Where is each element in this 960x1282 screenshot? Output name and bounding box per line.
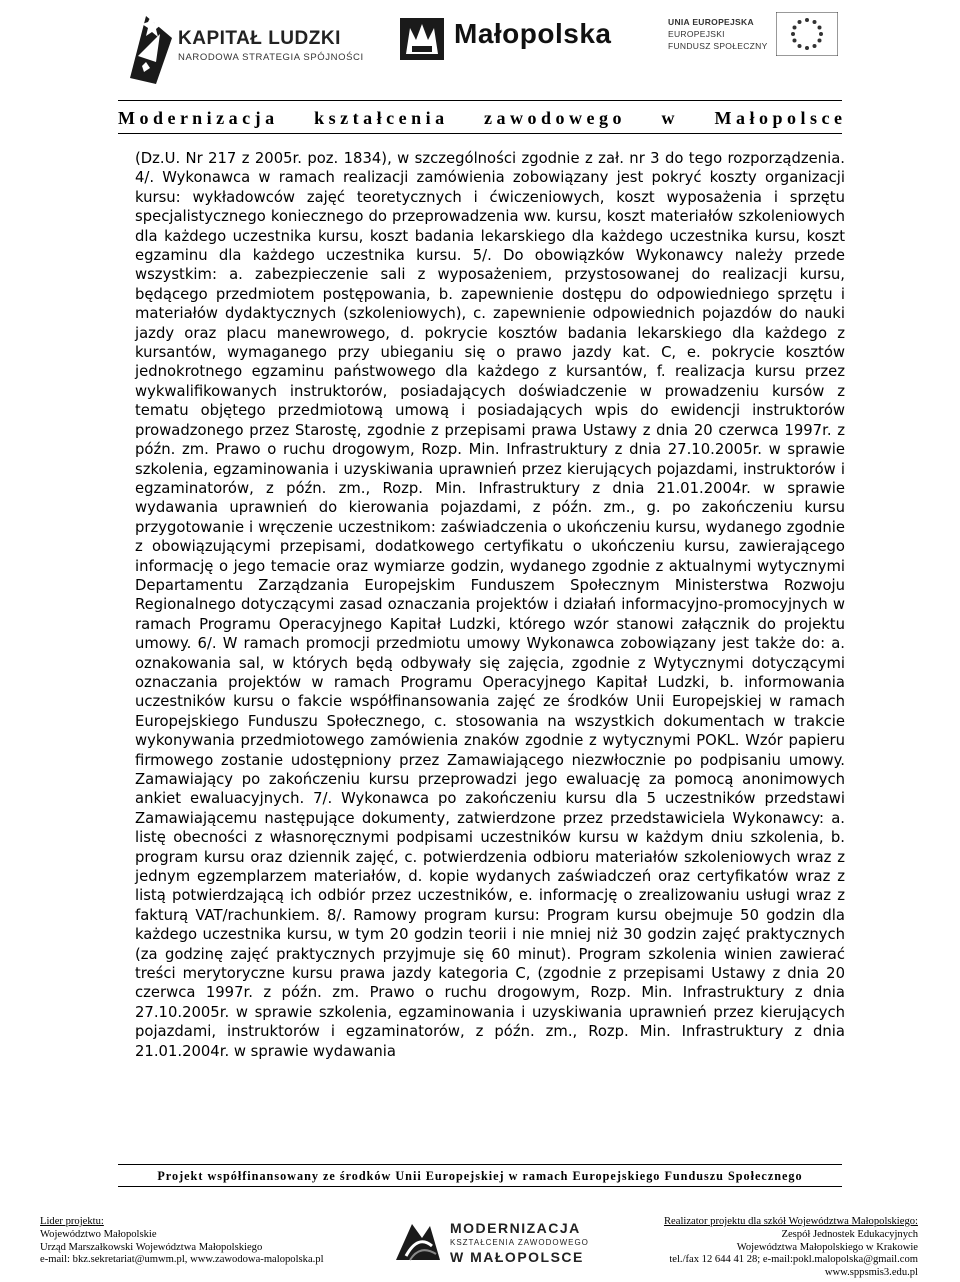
malopolska-title: Małopolska	[454, 18, 612, 49]
project-leader-line-3: e-mail: bkz.sekretariat@umwm.pl, www.zawodowa-malopolska.pl	[40, 1254, 324, 1266]
modernizacja-logo	[392, 1216, 589, 1272]
header-logos	[0, 0, 960, 100]
malopolska-logo	[398, 16, 628, 66]
project-executor-label: Realizator projektu dla szkół Województwa Małopolskiego:	[663, 1216, 918, 1227]
footer-project-leader	[40, 1216, 324, 1267]
eu-line-3: FUNDUSZ SPOŁECZNY	[668, 41, 768, 51]
project-executor-line-2: Województwa Małopolskiego w Krakowie	[736, 1241, 918, 1253]
header-rule-top	[118, 100, 842, 101]
kapital-ludzki-emblem-icon	[126, 8, 176, 88]
header-rule-bottom	[118, 133, 842, 134]
project-title-word: M a ł o p o l s c e	[714, 108, 842, 128]
eu-flag-icon	[776, 12, 838, 56]
eu-logo	[668, 10, 836, 70]
kapital-ludzki-logo	[126, 8, 364, 88]
cofinance-statement: Projekt współfinansowany ze środków Unii Europejskiej w ramach Europejskiego Funduszu Społecznego	[157, 1169, 803, 1183]
footer-rule-top	[118, 1164, 842, 1165]
footer-rule-bottom	[118, 1186, 842, 1187]
modernizacja-line-3: W MAŁOPOLSCE	[450, 1249, 584, 1265]
project-executor-line-3: tel./fax 12 644 41 28; e-mail:pokl.malopolska@gmail.com	[669, 1254, 918, 1266]
project-executor-line-1: Zespół Jednostek Edukacyjnych	[781, 1228, 918, 1240]
project-title-word: k s z t a ł c e n i a	[314, 108, 445, 128]
document-body-text: (Dz.U. Nr 217 z 2005r. poz. 1834), w szczególności zgodnie z zał. nr 3 do tego rozporządzenia. 4/. Wykonawca w ramach realizacji zamówienia zobowiązany jest pokryć koszty organizacji kursu: wykładowców zajęć teoretycznych i ćwiczeniowych, koszt wyposażenia i sprzętu specjalistycznego koniecznego do przeprowadzenia ww. kursu, koszt materiałów szkoleniowych dla każdego uczestnika kursu, koszt badania lekarskiego dla każdego uczestnika kursu, koszt egzaminu dla każdego uczestnika kursu. 5/. Do obowiązków Wykonawcy należy przede wszystkim: a. zabezpieczenie sali z wyposażeniem, przystosowanej do realizacji kursu, będącego przedmiotem postępowania, b. zapewnienie dostępu do odpowiedniego sprzętu i materiałów dydaktycznych (szkoleniowych), c. zapewnienie odpowiednich pojazdów do nauki jazdy oraz placu manewrowego, d. pokrycie kosztów badania lekarskiego dla każdego z kursantów, wymaganego przy ubieganiu się o prawo jazdy kat. C, e. pokrycie kosztów jednokrotnego egzaminu państwowego dla każdego z kursantów, f. realizacja kursu przez wykwalifikowanych instruktorów, posiadających doświadczenie w prowadzeniu kursów z tematu objętego przedmiotową umową i posiadających wpis do ewidencji instruktorów prowadzonego przez Starostę, zgodnie z przepisami prawa Ustawy z dnia 20 czerwca 1997r. z późn. zm. Prawo o ruchu drogowym, Rozp. Min. Infrastruktury z dnia 27.10.2005r. w sprawie szkolenia, egzaminowania i uzyskiwania uprawnień przez kierujących pojazdami, instruktorów i egzaminatorów, z późn. zm., Rozp. Min. Infrastruktury z dnia 21.01.2004r. w sprawie wydawania uprawnień do kierowania pojazdami, z późn. zm., g. po zakończeniu kursu przygotowanie i wręczenie uczestnikom: zaświadczenia o ukończeniu kursu, wydanego zgodnie z obowiązującymi przepisami, dodatkowego certyfikatu o ukończeniu kursu, zawierającego informację o jego temacie oraz wymiarze godzin, wydanego zgodnie z aktualnymi wytycznymi Departamentu Zarządzania Europejskim Funduszem Społecznym Ministerstwa Rozwoju Regionalnego dotyczącymi zasad oznaczania projektów i działań informacyjno-promocyjnych w ramach Programu Operacyjnego Kapitał Ludzki, którego wzór stanowi załącznik do projektu umowy. 6/. W ramach promocji przedmiotu umowy Wykonawca zobowiązany jest także do: a. oznakowania sal, w których będą odbywały się zajęcia, zgodnie z Wytycznymi dotyczącymi oznaczania projektów w ramach Programu Operacyjnego Kapitał Ludzki, b. informowania uczestników kursu o fakcie współfinansowania zajęć ze środków Unii Europejskiej w ramach Europejskiego Funduszu Społecznego, c. stosowania na wszystkich dokumentach w trakcie wykonywania przedmiotowego zamówienia znaków zgodnie z wytycznymi POKL. Wzór papieru firmowego zostanie udostępniony przez Zamawiającego niezwłocznie po podpisaniu umowy. Zamawiający po zakończeniu kursu przeprowadzi jego ewaluację za pomocą anonimowych ankiet ewaluacyjnych. 7/. Wykonawca po zakończeniu kursu dla 5 uczestników przedstawi Zamawiającemu następujące dokumenty, zatwierdzone przez przedstawiciela Wykonawcy: a. listę obecności z własnoręcznymi podpisami uczestników kursu w każdym dniu szkolenia, b. program kursu oraz dziennik zajęć, c. potwierdzenia odbioru materiałów szkoleniowych wraz z jednym egzemplarzem materiałów, d. kopie wydanych zaświadczeń oraz certyfikatów wraz z listą potwierdzającą ich odbiór przez uczestników, e. informację o zrealizowaniu usługi wraz z fakturą VAT/rachunkiem. 8/. Ramowy program kursu: Program kursu obejmuje 50 godzin dla każdego uczestnika kursu, w tym 20 godzin teorii i nie mniej niż 30 godzin zajęć praktycznych (za godzinę zajęć praktycznych przyjmuje się 60 minut). Program szkolenia winien zawierać treści merytoryczne kursu prawa jazdy kategoria C, (zgodnie z przepisami Ustawy z dnia 20 czerwca 1997r. z późn. zm. Prawo o ruchu drogowym, Rozp. Min. Infrastruktury z dnia 27.10.2005r. w sprawie szkolenia, egzaminowania i uzyskiwania uprawnień przez kierujących pojazdami, instruktorów i egzaminatorów, z późn. zm., Rozp. Min. Infrastruktury z dnia 21.01.2004r. w sprawie wydawania	[135, 150, 845, 1060]
project-title-word: w	[661, 108, 675, 128]
kapital-ludzki-title: KAPITAŁ LUDZKI	[178, 28, 341, 49]
project-title-word: z a w o d o w e g o	[484, 108, 622, 128]
modernizacja-line-1: MODERNIZACJA	[450, 1220, 581, 1236]
kapital-ludzki-subtitle: NARODOWA STRATEGIA SPÓJNOŚCI	[178, 52, 364, 63]
eu-line-2: EUROPEJSKI	[668, 29, 725, 39]
footer-project-executor	[664, 1216, 918, 1280]
project-leader-label: Lider projektu:	[40, 1216, 104, 1227]
project-leader-line-2: Urząd Marszałkowski Województwa Małopolskiego	[40, 1241, 263, 1253]
malopolska-emblem-icon	[398, 16, 448, 62]
modernizacja-line-2: KSZTAŁCENIA ZAWODOWEGO	[450, 1238, 589, 1247]
project-executor-line-4: www.sppsmis3.edu.pl	[824, 1267, 918, 1279]
project-title-word: M o d e r n i z a c j a	[118, 108, 275, 128]
project-title	[118, 108, 842, 129]
modernizacja-emblem-icon	[392, 1216, 444, 1266]
eu-line-1: UNIA EUROPEJSKA	[668, 17, 754, 27]
project-leader-line-1: Województwo Małopolskie	[40, 1228, 157, 1240]
